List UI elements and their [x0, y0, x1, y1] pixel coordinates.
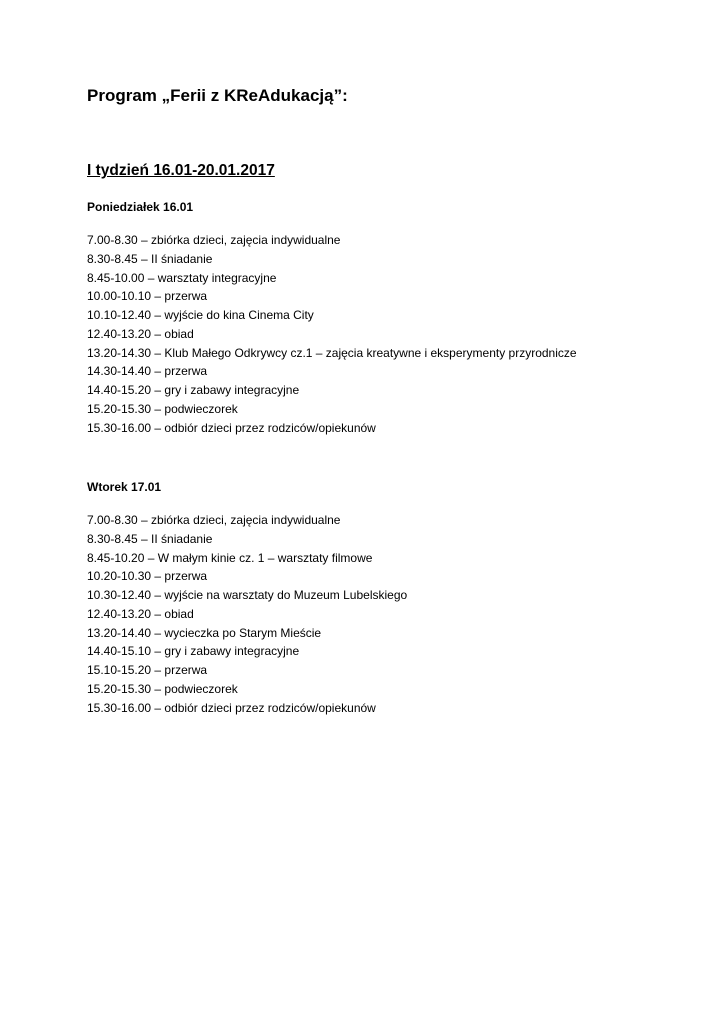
schedule-item: 8.45-10.20 – W małym kinie cz. 1 – warsztaty filmowe [87, 550, 373, 565]
schedule-item: 10.10-12.40 – wyjście do kina Cinema City [87, 308, 314, 322]
day-heading [87, 480, 687, 494]
schedule-item: 8.30-8.45 – II śniadanie [87, 251, 213, 266]
schedule-item: 15.20-15.30 – podwieczorek [87, 681, 238, 696]
schedule-item: 14.40-15.20 – gry i zabawy integracyjne [87, 383, 300, 397]
schedule-item: 15.20-15.30 – podwieczorek [87, 401, 238, 416]
schedule-item: 7.00-8.30 – zbiórka dzieci, zajęcia indywidualne [87, 513, 341, 527]
day-date: 17.01 [131, 480, 162, 494]
document-title: Program „Ferii z KReAdukacją”: [87, 86, 348, 105]
schedule-item: 12.40-13.20 – obiad [87, 606, 194, 621]
schedule-item: 15.30-16.00 – odbiór dzieci przez rodziców/opiekunów [87, 700, 376, 715]
day-section-tuesday [87, 480, 687, 715]
day-name: Wtorek [87, 480, 128, 494]
day-name: Poniedziałek [87, 200, 160, 214]
schedule-item: 15.10-15.20 – przerwa [87, 663, 208, 677]
schedule-item: 14.30-14.40 – przerwa [87, 364, 208, 379]
schedule-item: 10.00-10.10 – przerwa [87, 289, 208, 304]
schedule-item: 10.30-12.40 – wyjście na warsztaty do Muzeum Lubelskiego [87, 588, 408, 602]
schedule-item: 8.30-8.45 – II śniadanie [87, 531, 213, 546]
schedule-item: 13.20-14.30 – Klub Małego Odkrywcy cz.1 – zajęcia kreatywne i eksperymenty przyrodnicze [87, 345, 577, 360]
day-date: 16.01 [163, 200, 194, 214]
day-heading [87, 200, 687, 214]
week-heading: I tydzień 16.01-20.01.2017 [87, 162, 275, 179]
day-section-monday [87, 200, 687, 435]
schedule-item: 13.20-14.40 – wycieczka po Starym Mieście [87, 625, 322, 640]
schedule-item: 15.30-16.00 – odbiór dzieci przez rodziców/opiekunów [87, 420, 376, 435]
schedule-item: 14.40-15.10 – gry i zabawy integracyjne [87, 644, 300, 659]
schedule-item: 8.45-10.00 – warsztaty integracyjne [87, 270, 277, 285]
schedule-list [87, 511, 407, 717]
schedule-item: 10.20-10.30 – przerwa [87, 569, 208, 584]
schedule-item: 12.40-13.20 – obiad [87, 326, 194, 341]
schedule-item: 7.00-8.30 – zbiórka dzieci, zajęcia indywidualne [87, 233, 341, 247]
schedule-list [87, 231, 577, 437]
